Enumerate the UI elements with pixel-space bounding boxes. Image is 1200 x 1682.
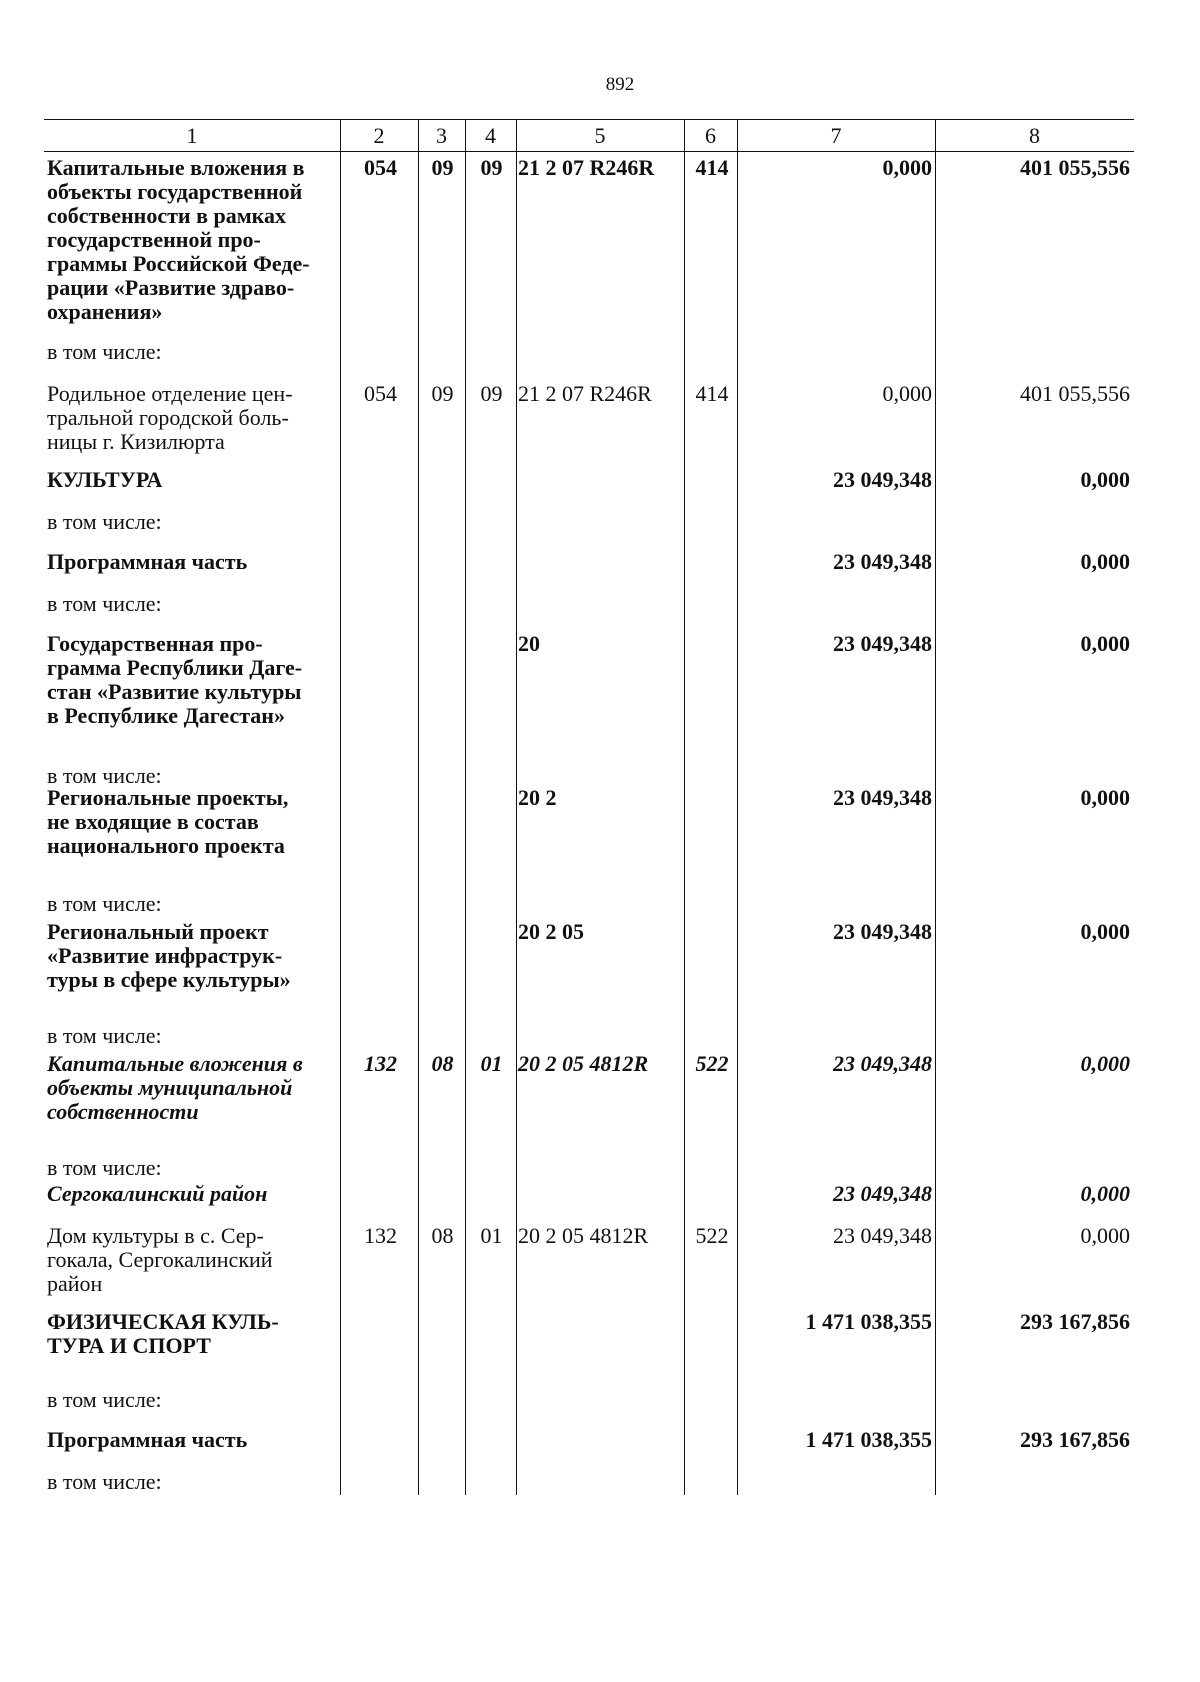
- subsection-code: 09: [480, 381, 503, 406]
- row-label-line: в том числе:: [47, 1387, 162, 1412]
- target-article-code: 21 2 07 R246R: [518, 155, 655, 180]
- row-label-line: Капитальные вложения в: [47, 1051, 303, 1076]
- row-label-line: туры в сфере культуры»: [47, 967, 291, 992]
- ministry-code: 054: [364, 155, 397, 180]
- row-label: [47, 340, 337, 364]
- amount-col8: 293 167,856: [1020, 1427, 1130, 1452]
- ministry-code: 132: [364, 1223, 397, 1248]
- row-label: [47, 892, 337, 916]
- row-label: [47, 1024, 337, 1048]
- ministry-code: 054: [364, 381, 397, 406]
- target-article-code: 20 2: [518, 785, 557, 810]
- row-label: [47, 1156, 337, 1180]
- row-label-line: Дом культуры в с. Сер-: [47, 1223, 264, 1248]
- section-code: 09: [431, 381, 454, 406]
- row-label-line: в том числе:: [47, 1155, 162, 1180]
- row-label-line: Капитальные вложения в: [47, 155, 305, 180]
- row-label: [47, 592, 337, 616]
- expense-type-code: 522: [695, 1051, 729, 1076]
- row-label: [47, 510, 337, 534]
- amount-col7: 23 049,348: [833, 785, 932, 810]
- row-label-line: в том числе:: [47, 1023, 162, 1048]
- amount-col7: 23 049,348: [833, 1181, 932, 1206]
- amount-col8: 0,000: [1080, 467, 1130, 492]
- amount-col8: 0,000: [1080, 1223, 1130, 1248]
- row-label-line: в том числе:: [47, 1469, 162, 1494]
- row-label-line: национального проекта: [47, 833, 285, 858]
- row-label-line: Региональный проект: [47, 919, 269, 944]
- amount-col8: 0,000: [1080, 1051, 1130, 1076]
- column-header-8: 8: [1029, 123, 1040, 148]
- expense-type-code: 414: [695, 381, 729, 406]
- amount-col7: 23 049,348: [833, 467, 932, 492]
- row-label-line: грамма Республики Даге-: [47, 655, 303, 680]
- amount-col8: 401 055,556: [1020, 381, 1130, 406]
- section-code: 09: [431, 155, 454, 180]
- column-divider: [684, 120, 685, 1495]
- amount-col8: 0,000: [1080, 631, 1130, 656]
- row-label-line: ницы г. Кизилюрта: [47, 429, 225, 454]
- column-header-6: 6: [705, 123, 716, 148]
- row-label-line: в том числе:: [47, 763, 162, 788]
- column-header-5: 5: [594, 123, 606, 148]
- ministry-code: 132: [364, 1051, 397, 1076]
- row-label-line: КУЛЬТУРА: [47, 467, 163, 492]
- row-label-line: Региональные проекты,: [47, 785, 289, 810]
- subsection-code: 09: [480, 155, 503, 180]
- column-divider: [935, 120, 936, 1495]
- row-label: [47, 1388, 337, 1412]
- row-label: [47, 1470, 337, 1494]
- amount-col7: 23 049,348: [833, 1051, 932, 1076]
- row-label-line: стан «Развитие культуры: [47, 679, 302, 704]
- target-article-code: 21 2 07 R246R: [518, 381, 652, 406]
- page-number: 892: [605, 74, 635, 95]
- target-article-code: 20 2 05 4812R: [518, 1223, 649, 1248]
- row-label: [47, 382, 337, 454]
- amount-col8: 0,000: [1080, 549, 1130, 574]
- target-article-code: 20: [518, 631, 540, 656]
- row-label: [47, 1052, 337, 1124]
- amount-col7: 1 471 038,355: [805, 1427, 932, 1452]
- row-label: [47, 632, 337, 728]
- row-label-line: рации «Развитие здраво-: [47, 275, 295, 300]
- column-header-1: 1: [186, 123, 198, 148]
- subsection-code: 01: [480, 1223, 503, 1248]
- row-label: [47, 786, 337, 858]
- row-label: [47, 1224, 337, 1296]
- row-label-line: тральной городской боль-: [47, 405, 289, 430]
- row-label: [47, 156, 337, 324]
- row-label: [47, 920, 337, 992]
- row-label: [47, 1428, 337, 1452]
- column-divider: [340, 120, 341, 1495]
- row-label-line: в том числе:: [47, 509, 162, 534]
- column-header-3: 3: [436, 123, 447, 148]
- expense-type-code: 414: [695, 155, 729, 180]
- row-label-line: объекты муниципальной: [47, 1075, 293, 1100]
- expense-type-code: 522: [695, 1223, 729, 1248]
- amount-col7: 23 049,348: [833, 549, 932, 574]
- section-code: 08: [431, 1051, 454, 1076]
- amount-col7: 23 049,348: [833, 1223, 932, 1248]
- amount-col8: 401 055,556: [1020, 155, 1130, 180]
- row-label: [47, 550, 337, 574]
- row-label-line: не входящие в состав: [47, 809, 259, 834]
- row-label-line: Программная часть: [47, 549, 248, 574]
- row-label-line: в том числе:: [47, 891, 162, 916]
- row-label-line: объекты государственной: [47, 179, 303, 204]
- row-label-line: гокала, Сергокалинский: [47, 1247, 273, 1272]
- row-label-line: «Развитие инфраструк-: [47, 943, 283, 968]
- row-label-line: государственной про-: [47, 227, 261, 252]
- row-label-line: Родильное отделение цен-: [47, 381, 293, 406]
- column-divider: [516, 120, 517, 1495]
- row-label-line: в том числе:: [47, 339, 162, 364]
- target-article-code: 20 2 05 4812R: [518, 1051, 649, 1076]
- row-label-line: Программная часть: [47, 1427, 248, 1452]
- column-header-4: 4: [485, 123, 496, 148]
- amount-col7: 23 049,348: [833, 919, 932, 944]
- column-header-7: 7: [830, 123, 842, 148]
- row-label-line: Государственная про-: [47, 631, 263, 656]
- row-label: [47, 1182, 337, 1206]
- row-label-line: граммы Российской Феде-: [47, 251, 310, 276]
- amount-col7: 0,000: [882, 381, 932, 406]
- section-code: 08: [431, 1223, 454, 1248]
- row-label-line: в Республике Дагестан»: [47, 703, 285, 728]
- row-label-line: ФИЗИЧЕСКАЯ КУЛЬ-: [47, 1309, 279, 1334]
- target-article-code: 20 2 05: [518, 919, 584, 944]
- row-label-line: собственности в рамках: [47, 203, 287, 228]
- row-label-line: в том числе:: [47, 591, 162, 616]
- amount-col7: 0,000: [882, 155, 932, 180]
- column-divider: [737, 120, 738, 1495]
- column-header-2: 2: [373, 123, 385, 148]
- amount-col8: 0,000: [1080, 1181, 1130, 1206]
- row-label: [47, 1310, 337, 1358]
- amount-col8: 293 167,856: [1020, 1309, 1130, 1334]
- row-label-line: охранения»: [47, 299, 163, 324]
- row-label-line: ТУРА И СПОРТ: [47, 1333, 211, 1358]
- row-label-line: собственности: [47, 1099, 199, 1124]
- amount-col7: 1 471 038,355: [805, 1309, 932, 1334]
- amount-col7: 23 049,348: [833, 631, 932, 656]
- row-label-line: район: [47, 1271, 103, 1296]
- row-label: [47, 468, 337, 492]
- row-label-line: Сергокалинский район: [47, 1181, 268, 1206]
- amount-col8: 0,000: [1080, 785, 1130, 810]
- amount-col8: 0,000: [1080, 919, 1130, 944]
- column-divider: [418, 120, 419, 1495]
- column-divider: [465, 120, 466, 1495]
- subsection-code: 01: [480, 1051, 503, 1076]
